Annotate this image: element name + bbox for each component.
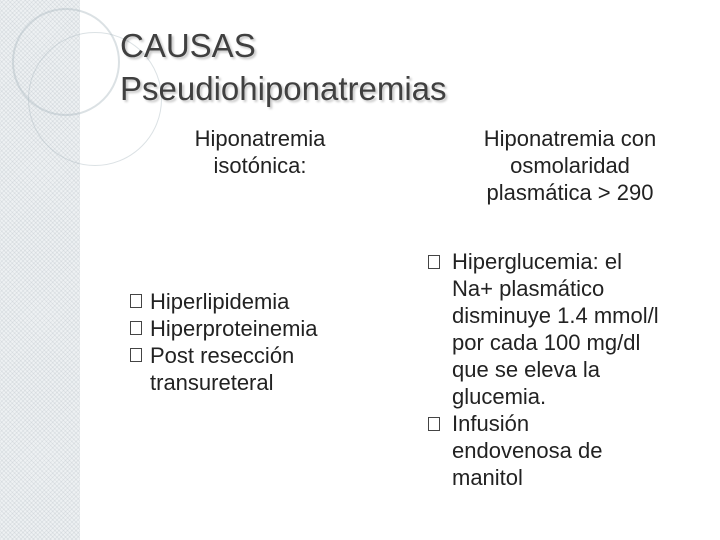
list-item — [130, 288, 370, 315]
empty-box-icon — [428, 255, 440, 269]
right-column-heading: Hiponatremia con osmolaridad plasmática > 290 — [483, 126, 657, 205]
list-item — [428, 248, 708, 410]
list-item-text: Hiperproteinemia — [150, 316, 318, 341]
empty-box-icon — [130, 348, 142, 362]
list-item-text: Infusión endovenosa de manitol — [452, 411, 603, 490]
list-item — [130, 315, 370, 342]
empty-box-icon — [428, 417, 440, 431]
list-item — [130, 342, 370, 396]
left-column-heading: Hiponatremia isotónica: — [194, 126, 326, 178]
list-item — [428, 410, 708, 491]
empty-box-icon — [130, 294, 142, 308]
title-line-1: CAUSAS — [120, 27, 256, 64]
list-item-text: Hiperlipidemia — [150, 289, 290, 314]
list-item-text: Post resección transureteral — [150, 343, 295, 395]
right-column-list — [428, 248, 708, 491]
empty-box-icon — [130, 321, 142, 335]
list-item-text: Hiperglucemia: el Na+ plasmático disminuye 1.4 mmol/l por cada 100 mg/dl que se eleva la glucemia. — [452, 249, 659, 409]
left-column-list — [130, 288, 370, 396]
slide-title — [120, 24, 447, 110]
title-line-2: Pseudiohiponatremias — [120, 70, 447, 107]
